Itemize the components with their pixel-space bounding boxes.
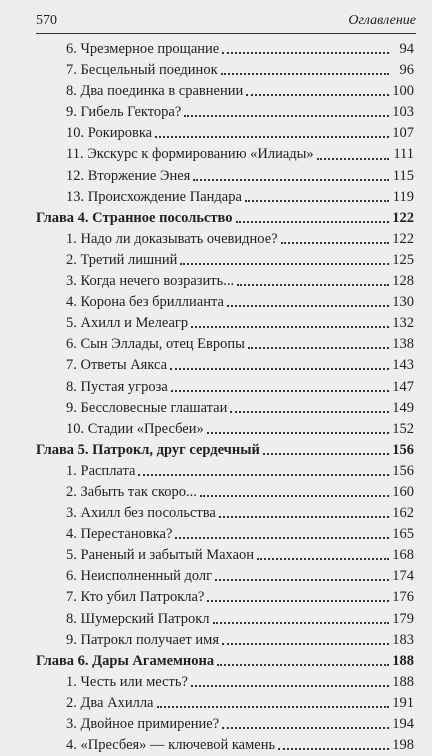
dot-leader	[155, 135, 389, 138]
toc-page-number: 132	[392, 315, 414, 332]
toc-page-number: 174	[392, 568, 414, 585]
toc-page-number: 160	[392, 483, 414, 500]
toc-title: 1. Честь или месть?	[66, 673, 188, 690]
dot-leader	[184, 114, 389, 117]
toc-title: 2. Два Ахилла	[66, 694, 154, 711]
dot-leader	[222, 726, 389, 729]
dot-leader	[222, 51, 389, 54]
toc-page-number: 100	[392, 83, 414, 100]
toc-entry	[36, 587, 414, 608]
dot-leader	[221, 72, 389, 75]
toc-title: 7. Ответы Аякса	[66, 357, 168, 374]
toc-title: 9. Патрокл получает имя	[66, 631, 219, 648]
toc-page-number: 188	[392, 673, 414, 690]
toc-title: 9. Гибель Гектора?	[66, 104, 182, 121]
toc-page-number: 191	[392, 694, 414, 711]
toc-title: 10. Стадии «Пресбеи»	[66, 420, 204, 437]
dot-leader	[138, 473, 389, 476]
toc-page-number: 119	[392, 188, 414, 205]
toc-entry	[36, 693, 414, 714]
toc-page-number: 103	[392, 104, 414, 121]
toc-page-number: 115	[392, 167, 414, 184]
running-head-title: Оглавление	[348, 13, 416, 28]
toc-title: 5. Ахилл и Мелеагр	[66, 315, 189, 332]
dot-leader	[317, 157, 389, 160]
toc-title: 8. Пустая угроза	[66, 378, 168, 395]
toc-page-number: 152	[392, 420, 414, 437]
toc-title: 1. Надо ли доказывать очевидное?	[66, 230, 278, 247]
dot-leader	[227, 304, 389, 307]
dot-leader	[193, 178, 389, 181]
dot-leader	[157, 705, 390, 708]
toc-page-number: 130	[392, 294, 414, 311]
page-number: 570	[36, 13, 57, 28]
toc-page-number: 176	[392, 589, 414, 606]
toc-page-number: 156	[392, 462, 414, 479]
toc-page-number: 138	[392, 336, 414, 353]
toc-page-number: 149	[392, 399, 414, 416]
dot-leader	[180, 262, 389, 265]
toc-page-number: 194	[392, 716, 414, 732]
toc-entry	[36, 60, 414, 81]
dot-leader	[236, 220, 389, 223]
toc-title: 7. Кто убил Патрокла?	[66, 589, 205, 606]
toc-title: 1. Расплата	[66, 462, 136, 479]
toc-title: 10. Рокировка	[66, 125, 153, 142]
toc-entry	[36, 630, 414, 651]
dot-leader	[230, 410, 389, 413]
toc-title: 9. Бессловесные глашатаи	[66, 399, 228, 416]
dot-leader	[245, 199, 389, 202]
toc-entry	[36, 672, 414, 693]
toc-title: 6. Сын Эллады, отец Европы	[66, 336, 245, 353]
dot-leader	[200, 494, 389, 497]
toc-entry	[36, 166, 414, 187]
header-rule	[36, 33, 416, 34]
toc-entry	[36, 714, 414, 735]
page-header	[36, 10, 416, 32]
toc-page-number: 125	[392, 251, 414, 268]
toc-entry	[36, 377, 414, 398]
dot-leader	[219, 515, 389, 518]
toc-title: 3. Двойное примирение?	[66, 716, 220, 732]
dot-leader	[281, 241, 389, 244]
toc-page-number: 156	[392, 441, 414, 458]
toc-entry	[36, 355, 414, 376]
toc-page-number: 111	[393, 146, 414, 163]
toc-entry	[36, 609, 414, 630]
toc-entry	[36, 229, 414, 250]
dot-leader	[248, 346, 389, 349]
toc-title: 2. Забыть так скоро...	[66, 483, 197, 500]
dot-leader	[207, 431, 389, 434]
toc-page-number: 94	[399, 41, 414, 57]
toc-title: 5. Раненый и забытый Махаон	[66, 547, 255, 564]
toc-title: 3. Ахилл без посольства	[66, 505, 216, 522]
toc-page-number: 107	[392, 125, 414, 142]
toc-title: 11. Экскурс к формированию «Илиады»	[66, 146, 314, 163]
toc-title: 3. Когда нечего возразить...	[66, 273, 235, 290]
table-of-contents	[36, 39, 414, 756]
toc-entry	[36, 250, 414, 271]
toc-page-number: 162	[392, 505, 414, 522]
toc-page-number: 183	[392, 631, 414, 648]
dot-leader	[170, 367, 389, 370]
toc-page-number: 122	[392, 209, 414, 226]
toc-page-number: 122	[392, 230, 414, 247]
dot-leader	[263, 452, 389, 455]
toc-entry	[36, 482, 414, 503]
toc-entry	[36, 334, 414, 355]
toc-entry	[36, 545, 414, 566]
toc-page-number: 143	[392, 357, 414, 374]
toc-title: Глава 4. Странное посольство	[36, 209, 233, 226]
toc-title: Глава 6. Дары Агамемнона	[36, 652, 215, 669]
toc-title: 6. Чрезмерное прощание	[66, 41, 220, 57]
toc-title: 6. Неисполненный долг	[66, 568, 213, 585]
dot-leader	[171, 389, 389, 392]
toc-entry	[36, 735, 414, 756]
dot-leader	[278, 747, 389, 750]
toc-entry	[36, 81, 414, 102]
toc-entry	[36, 39, 414, 60]
toc-title: 2. Третий лишний	[66, 251, 178, 268]
toc-entry	[36, 419, 414, 440]
dot-leader	[215, 578, 389, 581]
dot-leader	[246, 93, 389, 96]
toc-page-number: 147	[392, 378, 414, 395]
toc-chapter-heading	[36, 651, 414, 672]
toc-entry	[36, 566, 414, 587]
toc-title: 4. Перестановка?	[66, 526, 173, 543]
dot-leader	[213, 621, 390, 624]
toc-title: 4. «Пресбея» — ключевой камень	[66, 737, 276, 754]
toc-title: 13. Происхождение Пандара	[66, 188, 242, 205]
toc-page-number: 128	[392, 273, 414, 290]
toc-page-number: 165	[392, 526, 414, 543]
toc-page-number: 168	[392, 547, 414, 564]
toc-title: Глава 5. Патрокл, друг сердечный	[36, 441, 260, 458]
toc-chapter-heading	[36, 440, 414, 461]
toc-title: 8. Два поединка в сравнении	[66, 83, 244, 100]
toc-title: 4. Корона без бриллианта	[66, 294, 224, 311]
toc-title: 12. Вторжение Энея	[66, 167, 191, 184]
dot-leader	[207, 599, 389, 602]
dot-leader	[217, 663, 389, 666]
toc-page-number: 179	[392, 610, 414, 627]
toc-entry	[36, 398, 414, 419]
dot-leader	[237, 283, 389, 286]
dot-leader	[175, 536, 389, 539]
toc-chapter-heading	[36, 208, 414, 229]
toc-title: 7. Бесцельный поединок	[66, 62, 218, 79]
toc-entry	[36, 292, 414, 313]
toc-entry	[36, 524, 414, 545]
toc-entry	[36, 123, 414, 144]
toc-entry	[36, 503, 414, 524]
toc-entry	[36, 187, 414, 208]
toc-page-number: 96	[399, 62, 414, 79]
toc-entry	[36, 271, 414, 292]
toc-title: 8. Шумерский Патрокл	[66, 610, 210, 627]
toc-page-number: 188	[392, 652, 414, 669]
dot-leader	[191, 684, 389, 687]
toc-entry	[36, 144, 414, 165]
dot-leader	[257, 557, 389, 560]
dot-leader	[222, 642, 389, 645]
toc-page-number: 198	[392, 737, 414, 754]
dot-leader	[191, 325, 389, 328]
toc-entry	[36, 313, 414, 334]
toc-entry	[36, 102, 414, 123]
toc-entry	[36, 461, 414, 482]
